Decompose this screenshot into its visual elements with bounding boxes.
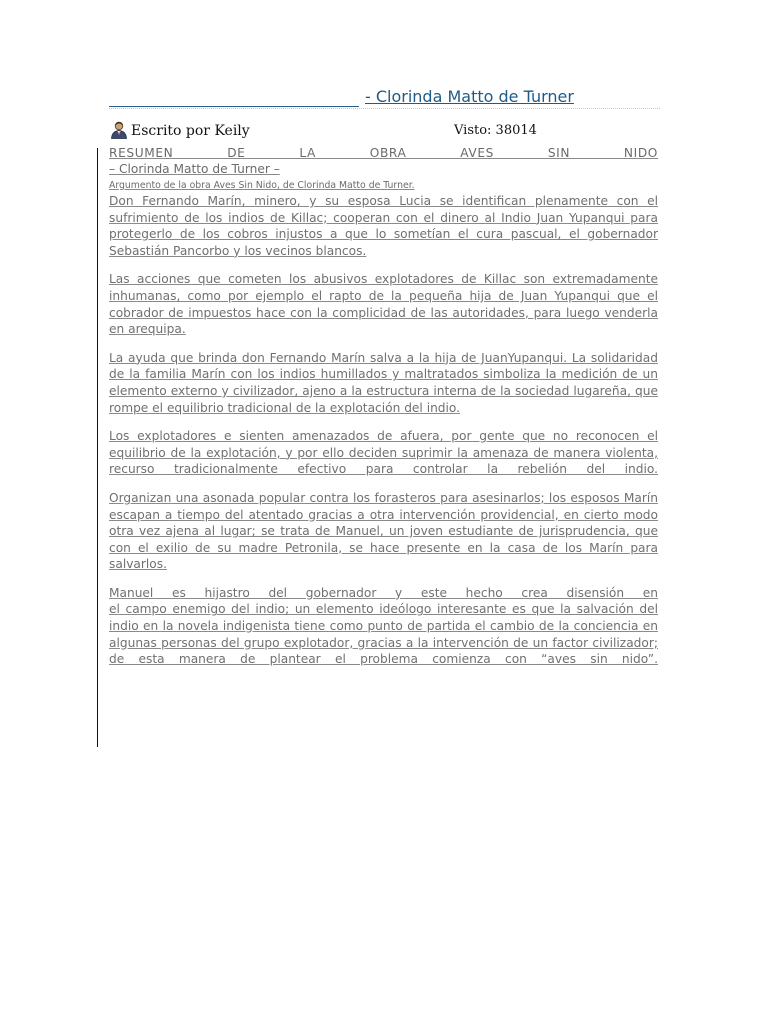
article-title-link[interactable]: - Clorinda Matto de Turner (365, 87, 574, 106)
article-body (109, 145, 658, 680)
title-rule (109, 106, 359, 107)
paragraph: Don Fernando Marín, minero, y su esposa Lucia se identifican plenamente con el sufrimiento de los indios de Killac; cooperan con el dinero al Indio Juan Yupanqui para protegerlo de los cobros injustos a que lo sometían el cura pascual, el gobernador Sebastián Pancorbo y los vecinos blancos. (109, 194, 658, 258)
title-row (109, 86, 660, 109)
views-count: Visto: 38014 (454, 123, 537, 138)
author-label: Escrito por Keily (131, 123, 250, 139)
paragraph: Organizan una asonada popular contra los forasteros para asesinarlos; los esposos Marín escapan a tiempo del atentado gracias a otra intervención providencial, en cierto modo otra vez ajena al lugar; se trata de Manuel, un joven estudiante de jurisprudencia, que con el exilio de su madre Petronila, se hace presente en la casa de los Marín para salvarlos. (109, 490, 658, 572)
paragraph: Los explotadores e sienten amenazados de afuera, por gente que no reconocen el equilibrio de la explotación, y por ello deciden suprimir la amenaza de manera violenta, recurso tradicionalmente efectivo para controlar la rebelión del indio. (109, 429, 658, 477)
paragraph: La ayuda que brinda don Fernando Marín salva a la hija de JuanYupanqui. La solidaridad de la familia Marín con los indios humillados y maltratados simboliza la medición de un elemento externo y civilizador, ajeno a la estructura interna de la sociedad lugareña, que rompe el equilibrio tradicional de la explotación del indio. (109, 350, 658, 415)
article-meta (110, 121, 660, 141)
summary-heading: RESUMEN DE LA OBRA AVES SIN NIDO (109, 146, 658, 160)
summary-subheading: – Clorinda Matto de Turner – (109, 162, 280, 176)
paragraph-text: el campo enemigo del indio; un elemento ideólogo interesante es que la salvación del indio en la novela indigenista tiene como punto de partida el cambio de la conciencia en algunas personas del grupo explotador, gracias a la intervención de un factor civilizador; de esta manera de plantear el problema comienza con “aves sin nido”. (109, 602, 658, 667)
argument-line: Argumento de la obra Aves Sin Nido, de Clorinda Matto de Turner. (109, 180, 415, 191)
user-icon (110, 121, 128, 139)
left-margin-rule (97, 148, 98, 747)
paragraph: Las acciones que cometen los abusivos explotadores de Killac son extremadamente inhumanas, como por ejemplo el rapto de la pequeña hija de Juan Yupanqui que el cobrador de impuestos hace con la complicidad de las autoridades, para luego venderla en arequipa. (109, 272, 658, 337)
paragraph (109, 585, 658, 668)
paragraph-line: Manuel es hijastro del gobernador y este hecho crea disensión en (109, 585, 658, 600)
